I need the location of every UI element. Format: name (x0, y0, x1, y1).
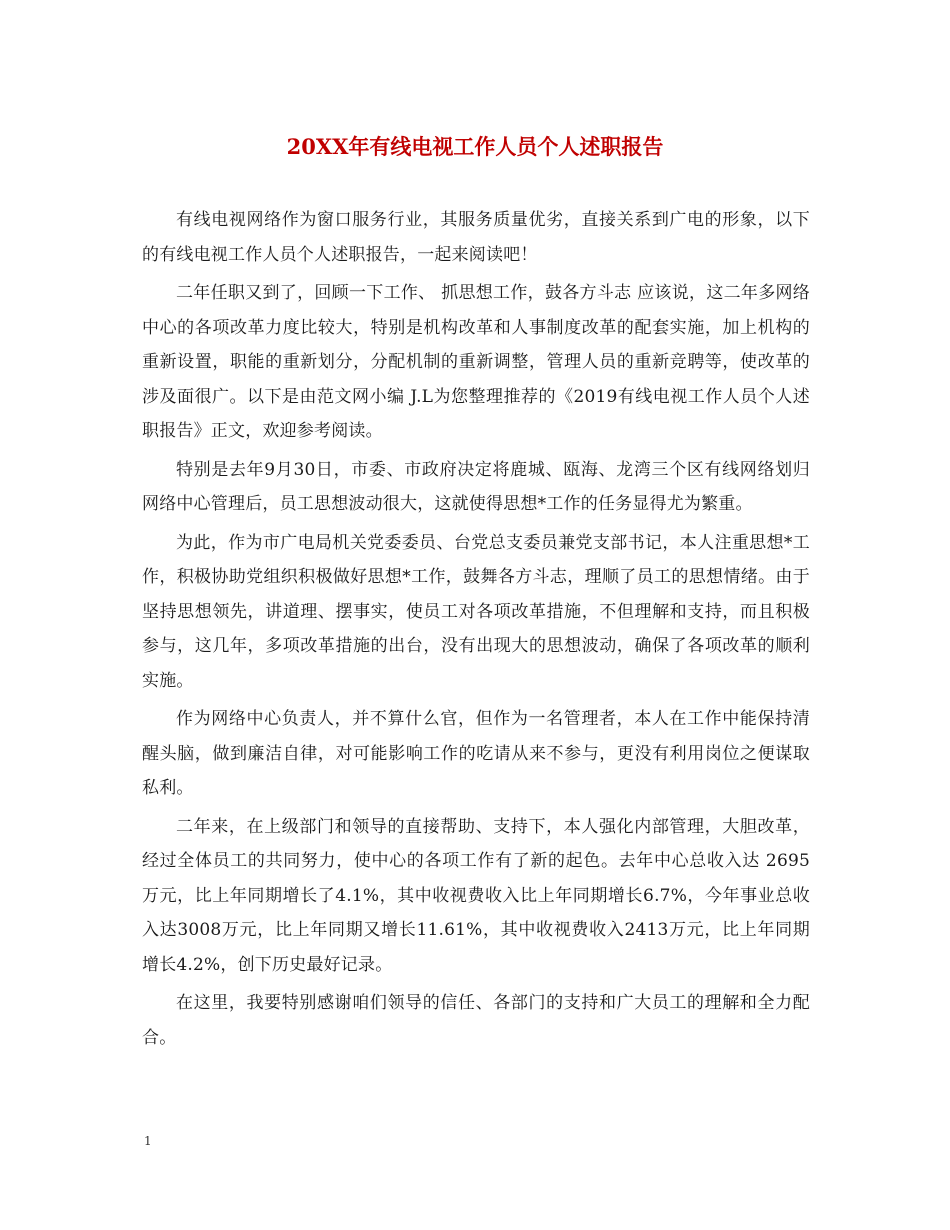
paragraph-intro: 有线电视网络作为窗口服务行业，其服务质量优劣，直接关系到广电的形象，以下的有线电视工作人员个人述职报告，一起来阅读吧！ (142, 210, 810, 265)
document-title: 20XX年有线电视工作人员个人述职报告 (286, 134, 664, 159)
paragraph-thanks: 在这里，我要特别感谢咱们领导的信任、各部门的支持和广大员工的理解和全力配合。 (142, 993, 810, 1048)
page-number: 1 (144, 1134, 152, 1148)
paragraph-background: 特别是去年9月30日，市委、市政府决定将鹿城、瓯海、龙湾三个区有线网络划归网络中心管理后，员工思想波动很大，这就使得思想*工作的任务显得尤为繁重。 (142, 459, 810, 514)
document-body (142, 203, 810, 1059)
paragraph-self-discipline: 作为网络中心负责人，并不算什么官，但作为一名管理者，本人在工作中能保持清醒头脑，做到廉洁自律，对可能影响工作的吃请从来不参与，更没有利用岗位之便谋取私利。 (142, 709, 810, 798)
paragraph-review: 二年任职又到了，回顾一下工作、 抓思想工作，鼓各方斗志 应该说，这二年多网络中心的各项改革力度比较大，特别是机构改革和人事制度改革的配套实施，加上机构的重新设置，职能的重新划分，分配机制的重新调整，管理人员的重新竞聘等，使改革的涉及面很广。以下是由范文网小编 J.L为您整理推荐的《2019有线电视工作人员个人述职报告》正文，欢迎参考阅读。 (142, 283, 810, 441)
paragraph-ideological-work: 为此，作为市广电局机关党委委员、台党总支委员兼党支部书记，本人注重思想*工作，积极协助党组织积极做好思想*工作，鼓舞各方斗志，理顺了员工的思想情绪。由于坚持思想领先，讲道理、摆事实，使员工对各项改革措施，不但理解和支持，而且积极参与，这几年，多项改革措施的出台，没有出现大的思想波动，确保了各项改革的顺利实施。 (142, 532, 810, 691)
paragraph-achievements: 二年来，在上级部门和领导的直接帮助、支持下，本人强化内部管理，大胆改革，经过全体员工的共同努力，使中心的各项工作有了新的起色。去年中心总收入达 2695万元，比上年同期增长了4.1%，其中收视费收入比上年同期增长6.7%，今年事业总收入达3008万元，比上年同期又增长11.61%，其中收视费收入2413万元，比上年同期增长4.2%，创下历史最好记录。 (142, 816, 810, 975)
